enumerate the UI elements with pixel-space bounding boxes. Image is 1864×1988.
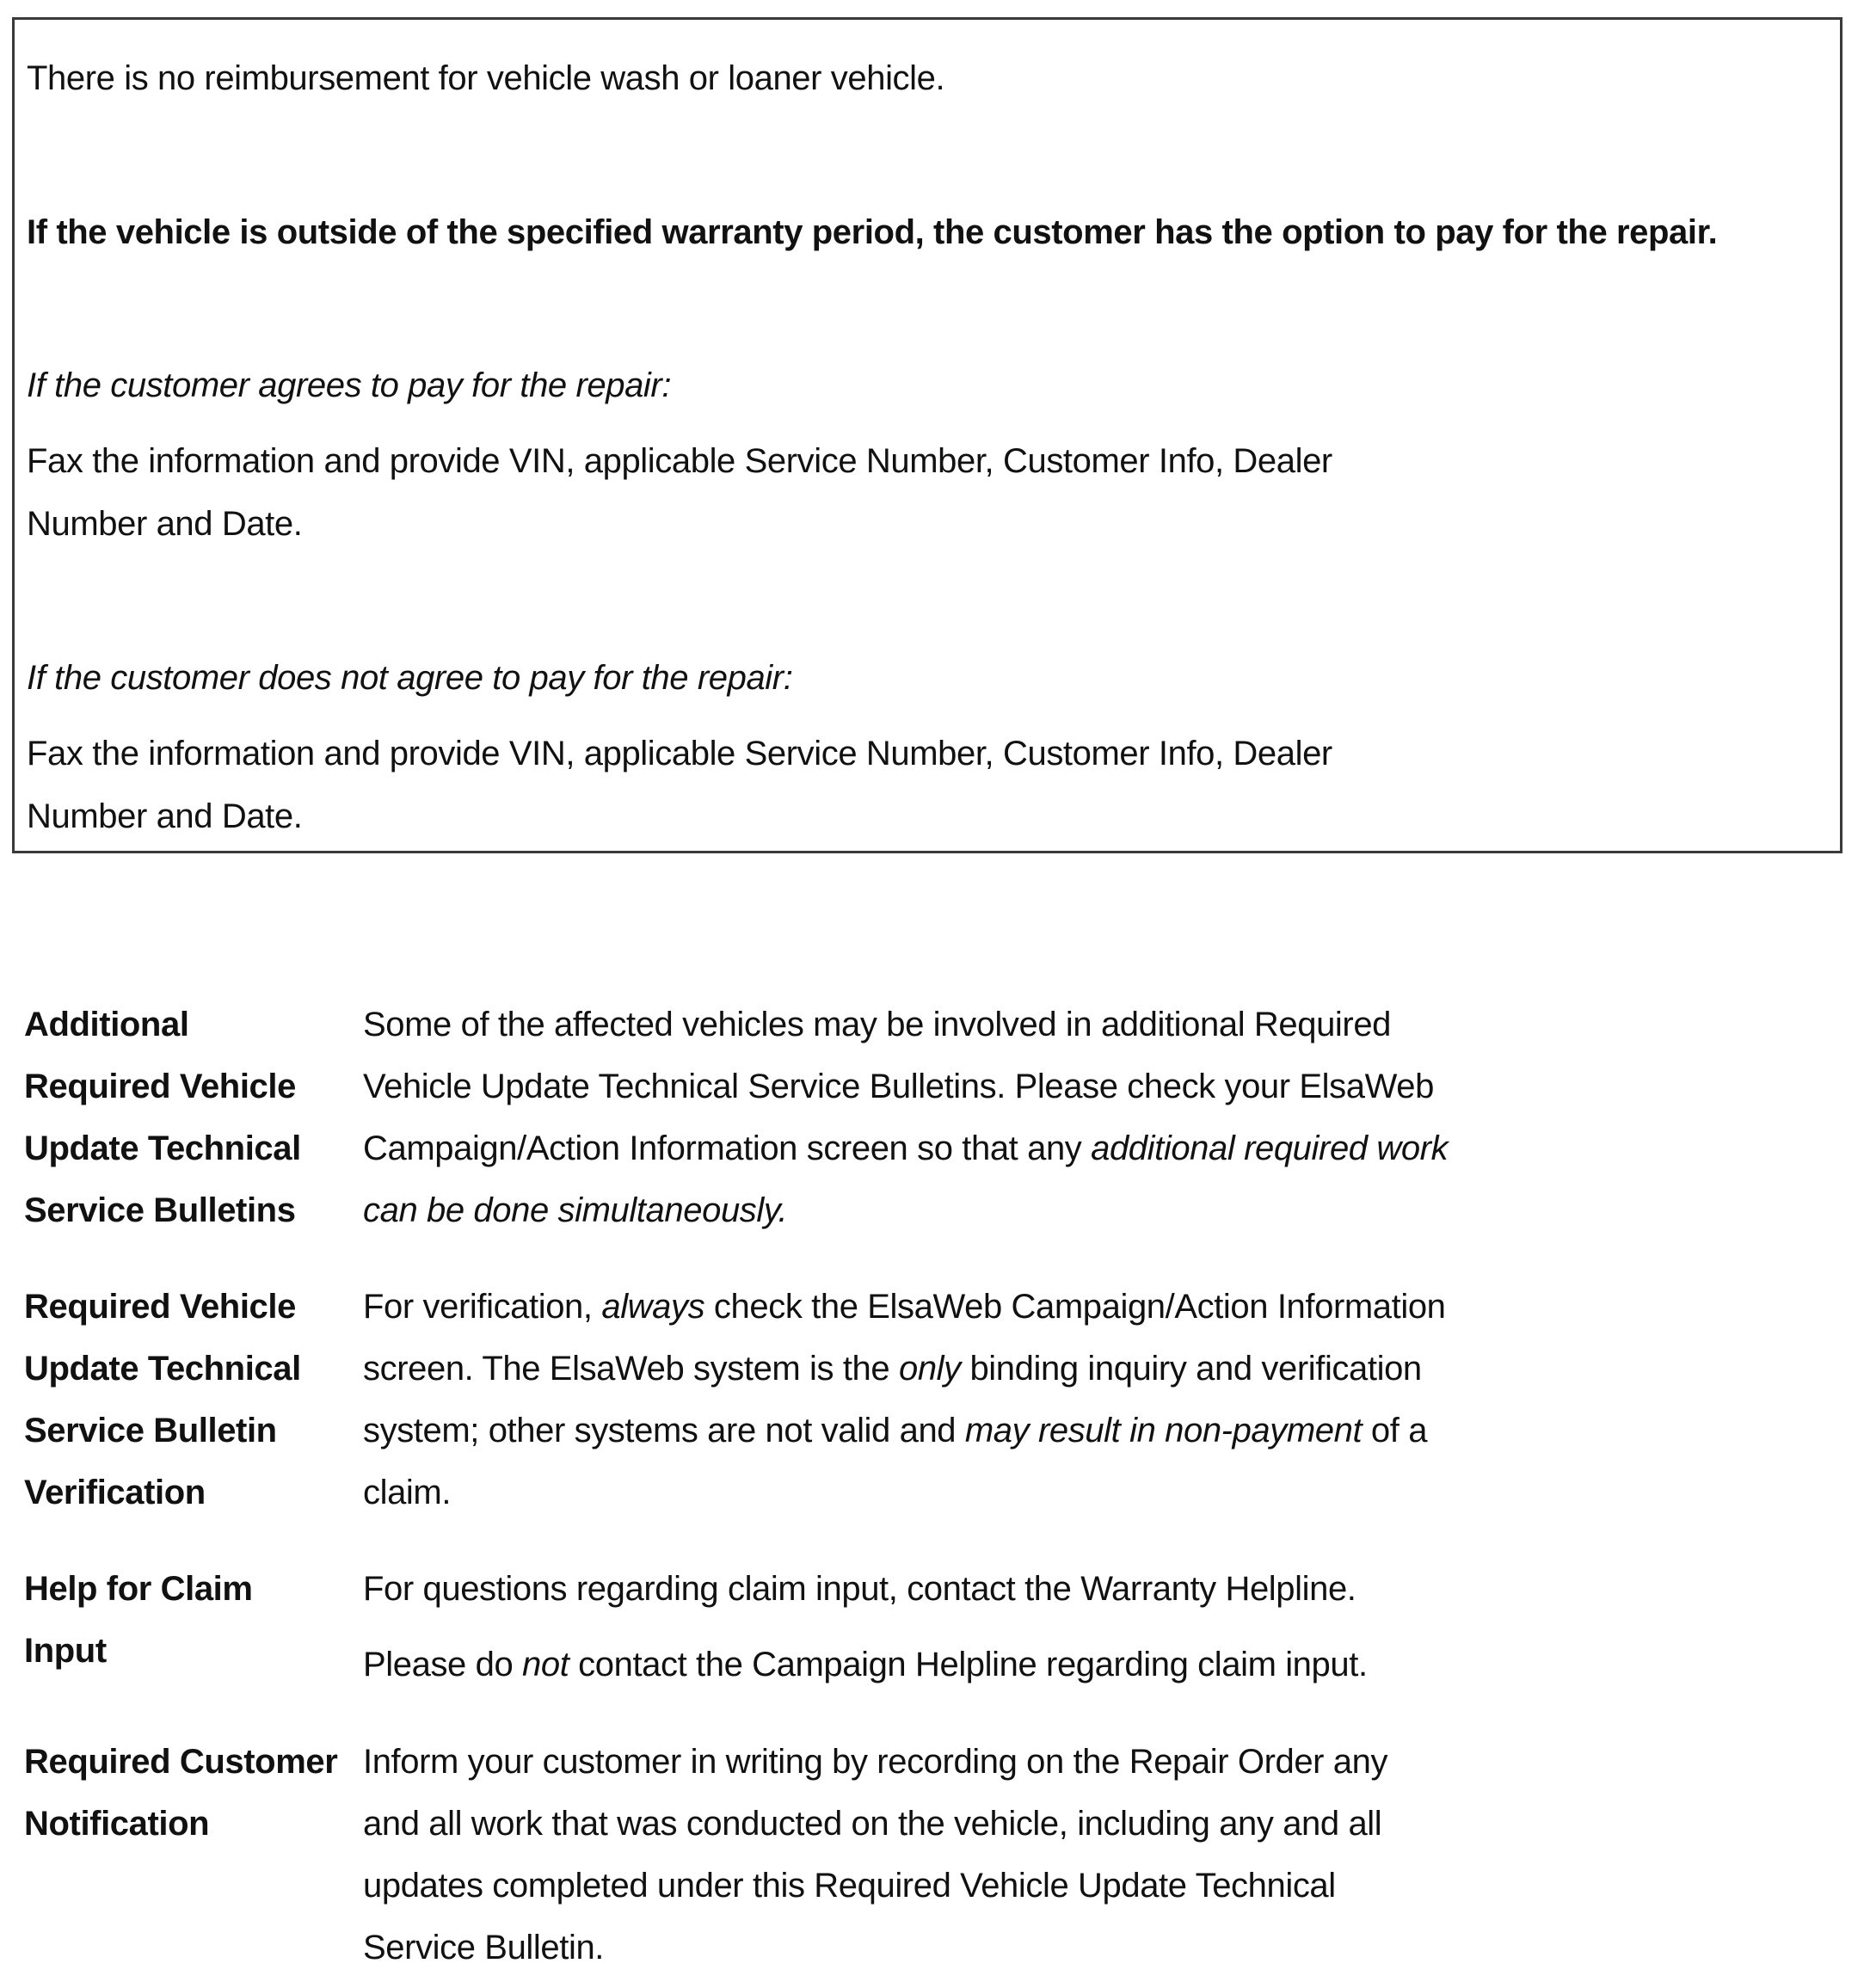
body-line (363, 1400, 1550, 1462)
section-label (24, 994, 351, 1241)
body-line: Service Bulletin. (363, 1929, 604, 1966)
body-line: and all work that was conducted on the vehicle, including any and all (363, 1805, 1382, 1843)
label-line: Service Bulletin (24, 1412, 277, 1449)
disagree-heading: If the customer does not agree to pay for the repair: (27, 659, 793, 697)
warranty-period-notice: If the vehicle is outside of the specified warranty period, the customer has the option to pay for the repair. (27, 213, 1718, 251)
section-label (24, 1276, 351, 1523)
emphasis-text: additional required work (1091, 1129, 1449, 1167)
body-line (363, 1117, 1550, 1179)
emphasis-text: can be done simultaneously. (363, 1191, 788, 1229)
body-line (363, 1338, 1550, 1400)
section-body (363, 1276, 1550, 1523)
emphasis-text: not (522, 1646, 569, 1683)
agree-text-line-1: Fax the information and provide VIN, applicable Service Number, Customer Info, Dealer (27, 442, 1332, 480)
text-run: binding inquiry and verification (960, 1350, 1422, 1388)
label-line: Additional (24, 1006, 189, 1043)
body-line: Inform your customer in writing by recording on the Repair Order any (363, 1743, 1388, 1781)
disagree-text-line-2: Number and Date. (27, 797, 303, 835)
label-line: Help for Claim (24, 1570, 253, 1608)
text-run: system; other systems are not valid and (363, 1412, 965, 1449)
no-reimbursement-text: There is no reimbursement for vehicle wash or loaner vehicle. (27, 59, 945, 97)
text-run: For verification, (363, 1288, 602, 1326)
disagree-text-line-1: Fax the information and provide VIN, applicable Service Number, Customer Info, Dealer (27, 735, 1332, 772)
section-label (24, 1731, 351, 1855)
emphasis-text: only (898, 1350, 961, 1388)
label-line: Verification (24, 1474, 206, 1511)
notice-box (12, 17, 1842, 853)
text-run: screen. The ElsaWeb system is the (363, 1350, 899, 1388)
agree-heading: If the customer agrees to pay for the repair: (27, 366, 672, 404)
label-line: Update Technical (24, 1129, 301, 1167)
text-run: Campaign/Action Information screen so that any (363, 1129, 1092, 1167)
label-line: Required Customer (24, 1743, 338, 1781)
body-line (363, 1276, 1550, 1338)
section-label (24, 1558, 351, 1682)
body-line: For questions regarding claim input, contact the Warranty Helpline. (363, 1570, 1356, 1608)
text-run: Please do (363, 1646, 523, 1683)
label-line: Input (24, 1632, 107, 1670)
body-line: claim. (363, 1474, 452, 1511)
text-run: of a (1362, 1412, 1428, 1449)
body-line: Some of the affected vehicles may be involved in additional Required (363, 1006, 1392, 1043)
label-line: Notification (24, 1805, 210, 1843)
body-line (363, 1634, 1550, 1696)
label-line: Required Vehicle (24, 1068, 296, 1105)
label-line: Update Technical (24, 1350, 301, 1388)
body-line: updates completed under this Required Vehicle Update Technical (363, 1867, 1336, 1905)
emphasis-text: may result in non-payment (964, 1412, 1363, 1449)
section-body (363, 1731, 1550, 1979)
body-line: Vehicle Update Technical Service Bulletins. Please check your ElsaWeb (363, 1068, 1434, 1105)
text-run: contact the Campaign Helpline regarding claim input. (569, 1646, 1368, 1683)
emphasis-text: always (601, 1288, 705, 1326)
section-body (363, 1558, 1550, 1696)
agree-text-line-2: Number and Date. (27, 505, 303, 543)
label-line: Required Vehicle (24, 1288, 296, 1326)
section-body (363, 994, 1550, 1241)
text-run: check the ElsaWeb Campaign/Action Information (704, 1288, 1446, 1326)
label-line: Service Bulletins (24, 1191, 296, 1229)
